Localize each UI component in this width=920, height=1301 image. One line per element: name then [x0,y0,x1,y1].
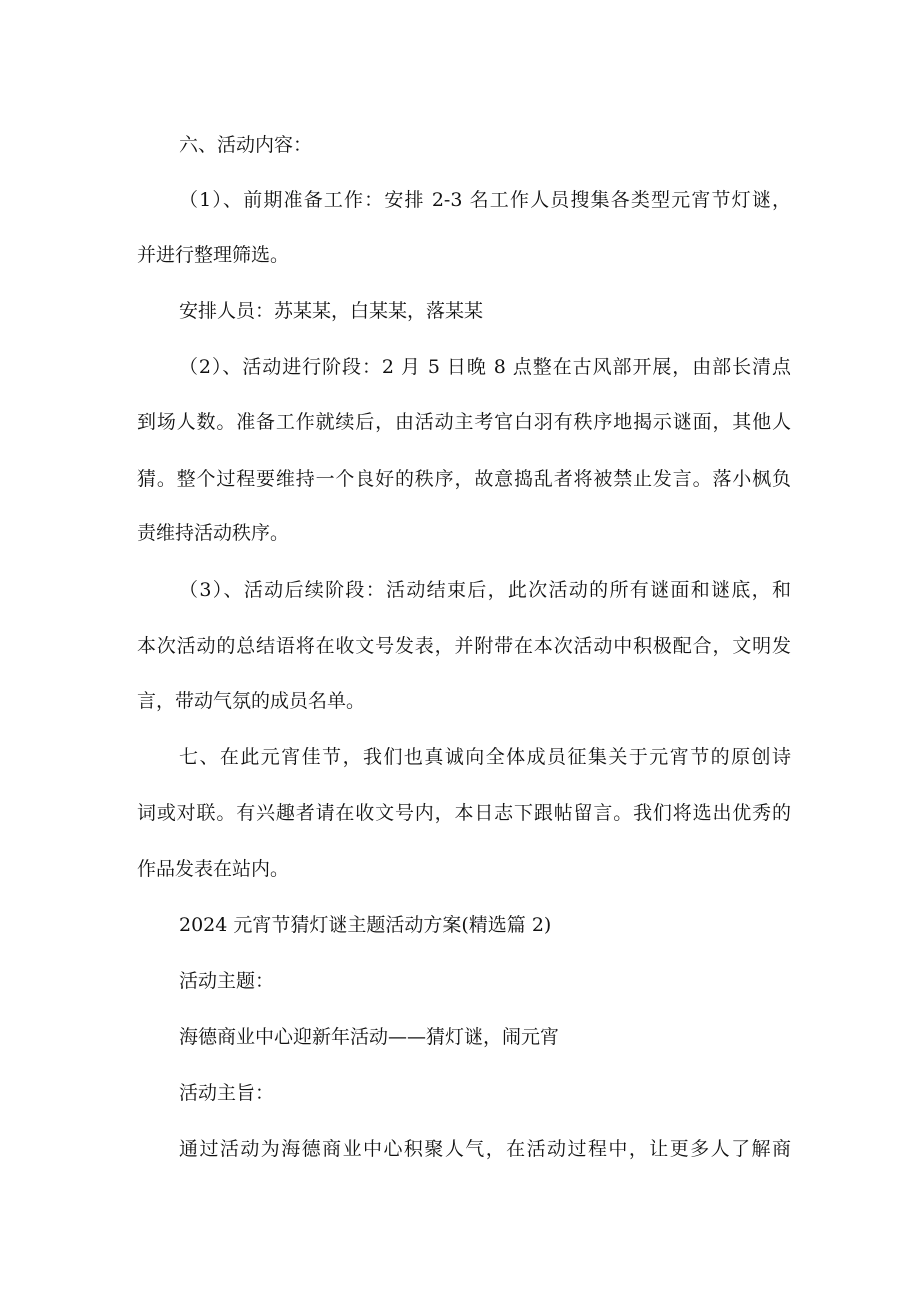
item2-line1: （2）、活动进行阶段：2 月 5 日晚 8 点整在古风部开展，由部长清点 [179,356,791,378]
theme-value: 海德商业中心迎新年活动——猜灯谜，闹元宵 [179,1026,560,1048]
section-heading-activity-content: 六、活动内容： [179,134,313,156]
section7-line3: 作品发表在站内。 [137,858,290,880]
item3-line2: 本次活动的总结语将在收文号发表，并附带在本次活动中积极配合，文明发 [137,635,791,657]
purpose-label: 活动主旨： [179,1082,275,1104]
item2-line4: 责维持活动秩序。 [137,522,290,544]
item2-line2: 到场人数。准备工作就续后，由活动主考官白羽有秩序地揭示谜面，其他人 [137,411,791,433]
section-title-2: 2024 元宵节猜灯谜主题活动方案(精选篇 2) [179,914,552,936]
section7-line2: 词或对联。有兴趣者请在收文号内，本日志下跟帖留言。我们将选出优秀的 [137,802,791,824]
theme-label: 活动主题： [179,970,275,992]
item1-line2: 并进行整理筛选。 [137,244,290,266]
section7-line1: 七、在此元宵佳节，我们也真诚向全体成员征集关于元宵节的原创诗 [179,746,791,768]
purpose-line1: 通过活动为海德商业中心积聚人气，在活动过程中，让更多人了解商 [179,1138,791,1160]
item1-line1: （1）、前期准备工作：安排 2-3 名工作人员搜集各类型元宵节灯谜， [179,189,791,211]
staff-line: 安排人员：苏某某，白某某，落某某 [179,300,484,322]
item3-line3: 言，带动气氛的成员名单。 [137,690,366,712]
item2-line3: 猜。整个过程要维持一个良好的秩序，故意捣乱者将被禁止发言。落小枫负 [137,468,791,490]
item3-line1: （3）、活动后续阶段：活动结束后，此次活动的所有谜面和谜底，和 [179,579,791,601]
